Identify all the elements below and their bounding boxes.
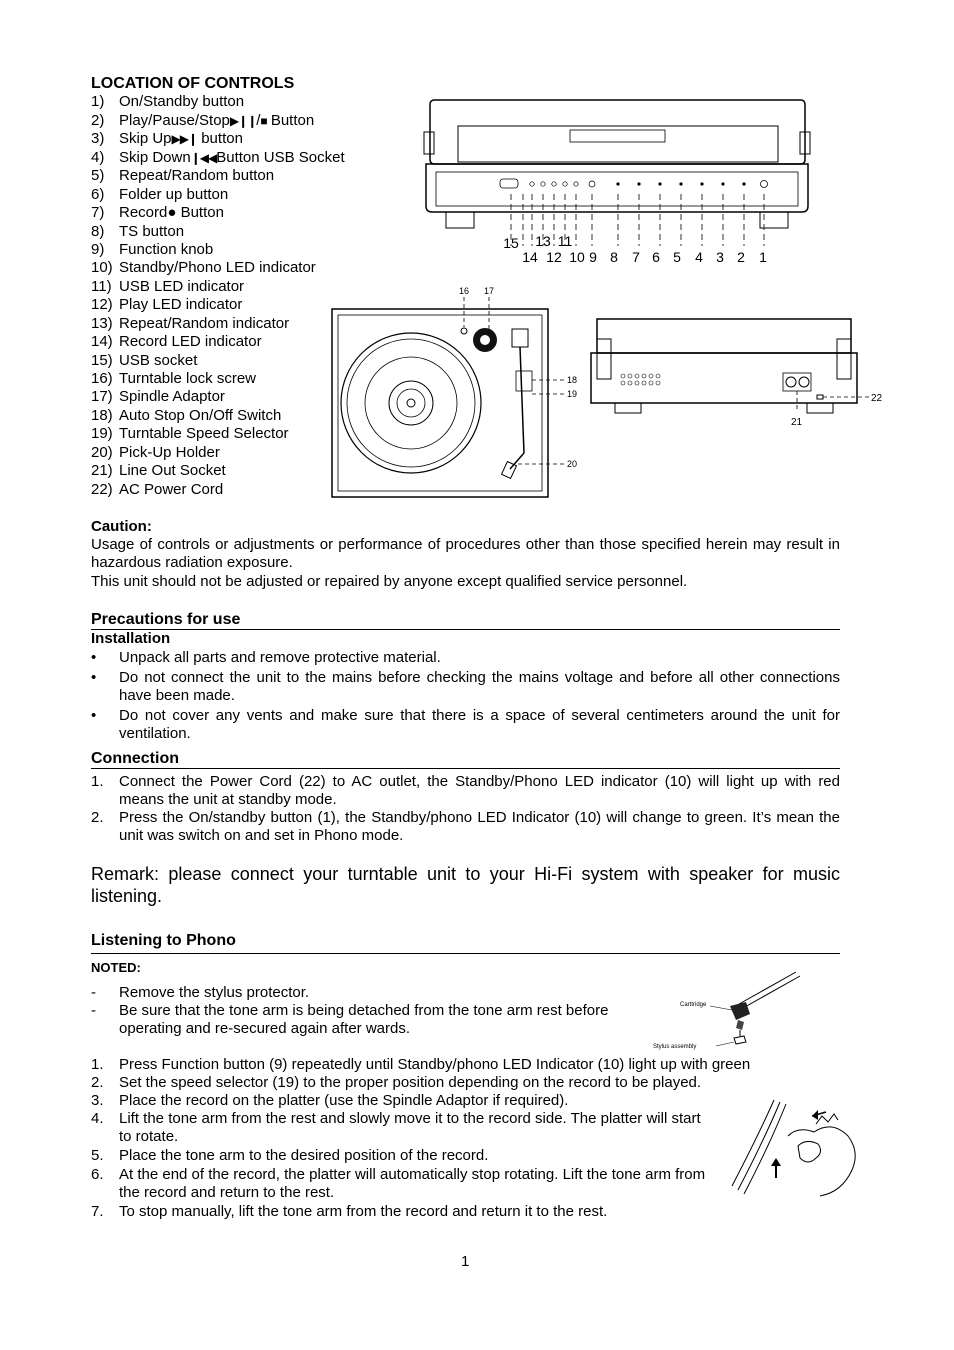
caution-text: This unit should not be adjusted or repaired by anyone except qualified service personnel. — [91, 573, 688, 590]
divider — [91, 953, 840, 954]
list-item: 6) Folder up button — [91, 186, 229, 203]
callout-label: 17 — [484, 286, 495, 296]
top-view-diagram — [328, 283, 588, 501]
divider — [91, 768, 840, 769]
callout-label: 12 — [546, 249, 562, 265]
skip-up-icon: ▶▶❙ — [171, 132, 198, 146]
page-number: 1 — [461, 1253, 470, 1270]
list-item: 19) Turntable Speed Selector — [91, 425, 289, 442]
callout-label: 7 — [632, 249, 640, 265]
list-item: 20) Pick-Up Holder — [91, 444, 220, 461]
remark-text: Remark: please connect your turntable unit to your Hi-Fi system with speaker for music listening. — [91, 864, 840, 906]
list-item: 13) Repeat/Random indicator — [91, 315, 290, 332]
subsection-title: Installation — [91, 630, 171, 647]
list-item: 11) USB LED indicator — [91, 278, 245, 295]
callout-label: 2 — [737, 249, 745, 265]
skip-down-icon: ❙◀◀ — [190, 151, 217, 165]
list-item: 9) Function knob — [91, 241, 214, 258]
list-item: 16) Turntable lock screw — [91, 370, 256, 387]
list-item: 15) USB socket — [91, 352, 198, 369]
play-pause-icon: ▶❙❙ — [229, 114, 257, 128]
callout-label: 1 — [759, 249, 767, 265]
callout-label: 11 — [557, 233, 573, 249]
callout-label: 22 — [871, 393, 883, 404]
list-item: 3) Skip Up▶▶❙ button — [91, 130, 243, 147]
tone-arm-hand-illustration — [728, 1096, 862, 1200]
list-item: 8) TS button — [91, 223, 185, 240]
callout-label: 20 — [567, 459, 578, 469]
callout-label: 3 — [716, 249, 724, 265]
callout-label: 19 — [567, 389, 578, 399]
callout-label: 4 — [695, 249, 703, 265]
callout-label: 13 — [535, 233, 551, 249]
callout-label: 18 — [567, 375, 578, 385]
list-item: 12) Play LED indicator — [91, 296, 243, 313]
location-title: LOCATION OF CONTROLS — [91, 75, 295, 92]
list-item: 5) Repeat/Random button — [91, 167, 275, 184]
callout-label: 6 — [652, 249, 660, 265]
callout-label: Stylus assembly — [653, 1044, 697, 1050]
caution-heading: Caution: — [91, 518, 152, 535]
list-item: 17) Spindle Adaptor — [91, 388, 225, 405]
divider — [91, 629, 840, 630]
caution-text: Usage of controls or adjustments or performance of procedures other than those specified herein may result in hazardous radiation exposure. — [91, 536, 840, 571]
list-item: 1) On/Standby button — [91, 93, 245, 110]
list-item: 4) Skip Down❙◀◀Button USB Socket — [91, 149, 345, 166]
callout-label: 9 — [589, 249, 597, 265]
callout-label: 21 — [791, 417, 803, 428]
list-item: 21) Line Out Socket — [91, 462, 226, 479]
list-item: 22) AC Power Cord — [91, 481, 224, 498]
callout-label: 5 — [673, 249, 681, 265]
callout-label: 16 — [459, 286, 470, 296]
list-item: 2) Play/Pause/Stop▶❙❙/■ Button — [91, 112, 315, 129]
cartridge-illustration — [650, 968, 810, 1054]
list-item: 10) Standby/Phono LED indicator — [91, 259, 316, 276]
callout-label: 15 — [503, 235, 519, 251]
noted-label: NOTED: — [91, 960, 141, 975]
callout-label: Carttridge — [680, 1002, 707, 1008]
record-icon: ● — [167, 204, 177, 221]
section-title: Precautions for use — [91, 611, 241, 628]
callout-label: 14 — [522, 249, 538, 265]
callout-label: 8 — [610, 249, 618, 265]
section-title: Connection — [91, 750, 179, 767]
callout-label: 10 — [569, 249, 585, 265]
list-item: 7) Record● Button — [91, 204, 224, 221]
rear-view-diagram — [585, 313, 889, 431]
section-title: Listening to Phono — [91, 932, 236, 949]
stop-icon: ■ — [260, 114, 267, 128]
front-view-diagram — [420, 96, 815, 271]
list-item: 18) Auto Stop On/Off Switch — [91, 407, 282, 424]
list-item: 14) Record LED indicator — [91, 333, 262, 350]
